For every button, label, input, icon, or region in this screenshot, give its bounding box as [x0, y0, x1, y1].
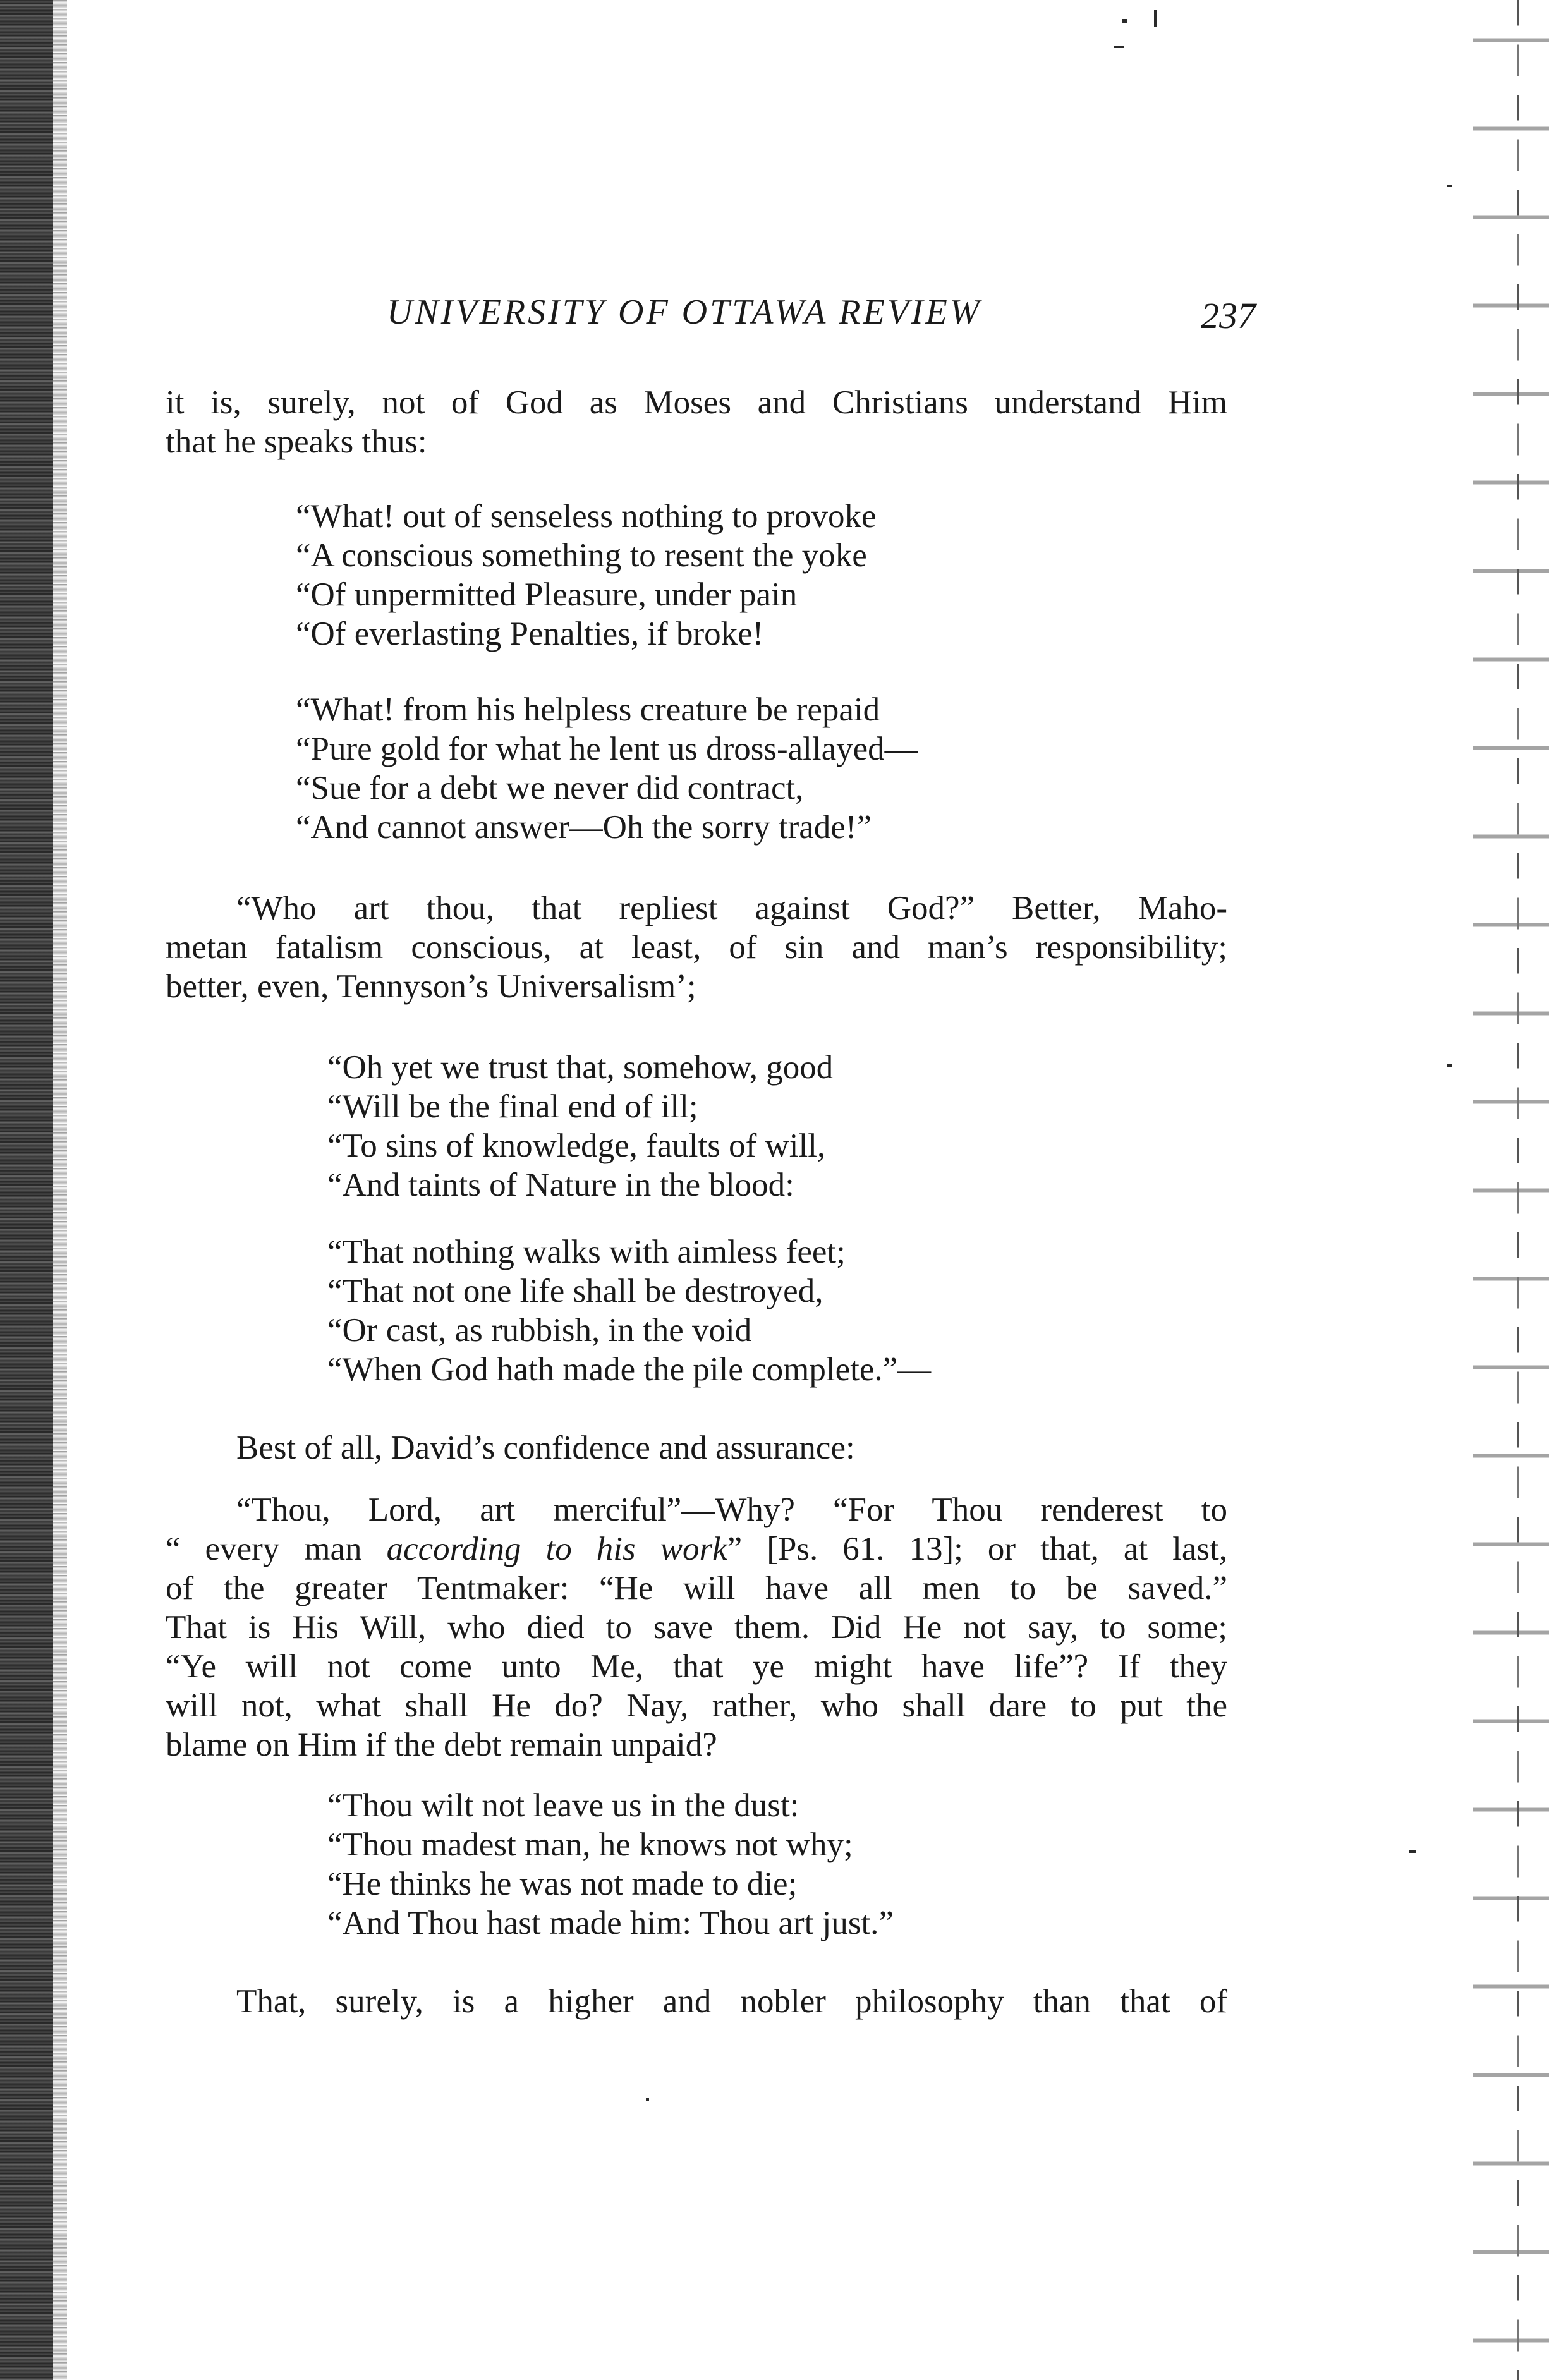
verse-line: “A conscious something to resent the yoke	[296, 537, 867, 574]
text-line: Best of all, David’s confidence and assurance:	[236, 1430, 855, 1466]
verse-line: “And cannot answer—Oh the sorry trade!”	[296, 809, 872, 846]
text-line: metan fatalism conscious, at least, of sin and man’s responsibility;	[166, 929, 1227, 966]
verse-line: “And Thou hast made him: Thou art just.”	[327, 1905, 894, 1941]
text-line: will not, what shall He do? Nay, rather, who shall dare to put the	[166, 1687, 1227, 1724]
scan-speck	[1154, 10, 1157, 27]
binding-edge-left	[0, 0, 53, 2380]
verse-stanza-1	[296, 497, 876, 653]
running-title: UNIVERSITY OF OTTAWA REVIEW	[387, 293, 982, 332]
text-line: “Thou, Lord, art merciful”—Why? “For Thou renderest to	[236, 1491, 1227, 1528]
verse-line: “And taints of Nature in the blood:	[327, 1167, 794, 1203]
scan-speck	[1409, 1850, 1416, 1853]
text-line: That, surely, is a higher and nobler philosophy than that of	[236, 1983, 1227, 2020]
verse-line: “Thou wilt not leave us in the dust:	[327, 1787, 799, 1824]
verse-line: “Thou madest man, he knows not why;	[327, 1826, 853, 1863]
paragraph-4	[166, 1490, 1227, 1764]
text-line: it is, surely, not of God as Moses and Christians understand Him	[166, 384, 1227, 421]
scan-speck	[1114, 46, 1124, 48]
intro-paragraph	[166, 383, 1227, 461]
verse-line: “What! out of senseless nothing to provoke	[296, 498, 877, 535]
verse-line: “When God hath made the pile complete.”—	[327, 1351, 932, 1388]
text-line: That is His Will, who died to save them. Did He not say, to some;	[166, 1609, 1227, 1646]
text-line: of the greater Tentmaker: “He will have all men to be saved.”	[166, 1570, 1227, 1606]
scan-speck	[1447, 1064, 1452, 1067]
verse-stanza-5	[327, 1786, 894, 1943]
verse-line: “What! from his helpless creature be repaid	[296, 691, 880, 728]
verse-line: “That not one life shall be destroyed,	[327, 1273, 823, 1309]
paragraph-2	[166, 889, 1227, 1006]
scan-speck	[646, 2098, 649, 2101]
verse-stanza-3	[327, 1048, 833, 1205]
running-head	[387, 292, 1284, 343]
verse-line: “Of unpermitted Pleasure, under pain	[296, 576, 798, 613]
verse-line: “Sue for a debt we never did contract,	[296, 770, 804, 806]
verse-line: “Will be the final end of ill;	[327, 1088, 698, 1125]
text-line: “Ye will not come unto Me, that ye might have life”? If they	[166, 1648, 1227, 1685]
verse-stanza-4	[327, 1232, 931, 1389]
verse-line: “Or cast, as rubbish, in the void	[327, 1312, 752, 1349]
text-line: that he speaks thus:	[166, 423, 427, 460]
scan-speck	[1447, 185, 1452, 187]
verse-line: “To sins of knowledge, faults of will,	[327, 1127, 826, 1164]
text-run: “ every man	[166, 1531, 387, 1567]
text-line: blame on Him if the debt remain unpaid?	[166, 1727, 717, 1763]
verse-line: “He thinks he was not made to die;	[327, 1866, 798, 1902]
verse-line: “Of everlasting Penalties, if broke!	[296, 616, 764, 652]
text-line: better, even, Tennyson’s Universalism’;	[166, 968, 696, 1005]
paragraph-5	[166, 1982, 1227, 2021]
text-line-with-italic	[166, 1529, 1227, 1569]
verse-line: “Pure gold for what he lent us dross-allayed—	[296, 731, 918, 767]
page-number: 237	[1201, 295, 1256, 336]
verse-line: “Oh yet we trust that, somehow, good	[327, 1049, 834, 1086]
text-line: “Who art thou, that repliest against God?” Better, Maho-	[236, 890, 1227, 926]
page-edge-right-line	[1517, 0, 1519, 2380]
verse-stanza-2	[296, 690, 918, 847]
scan-speck	[1122, 19, 1127, 23]
verse-line: “That nothing walks with aimless feet;	[327, 1234, 846, 1270]
paragraph-3	[166, 1428, 1227, 1467]
page-edge-right	[1473, 0, 1549, 2380]
text-run: ” [Ps. 61. 13]; or that, at last,	[727, 1531, 1227, 1567]
italic-phrase: according to his work	[386, 1531, 727, 1567]
